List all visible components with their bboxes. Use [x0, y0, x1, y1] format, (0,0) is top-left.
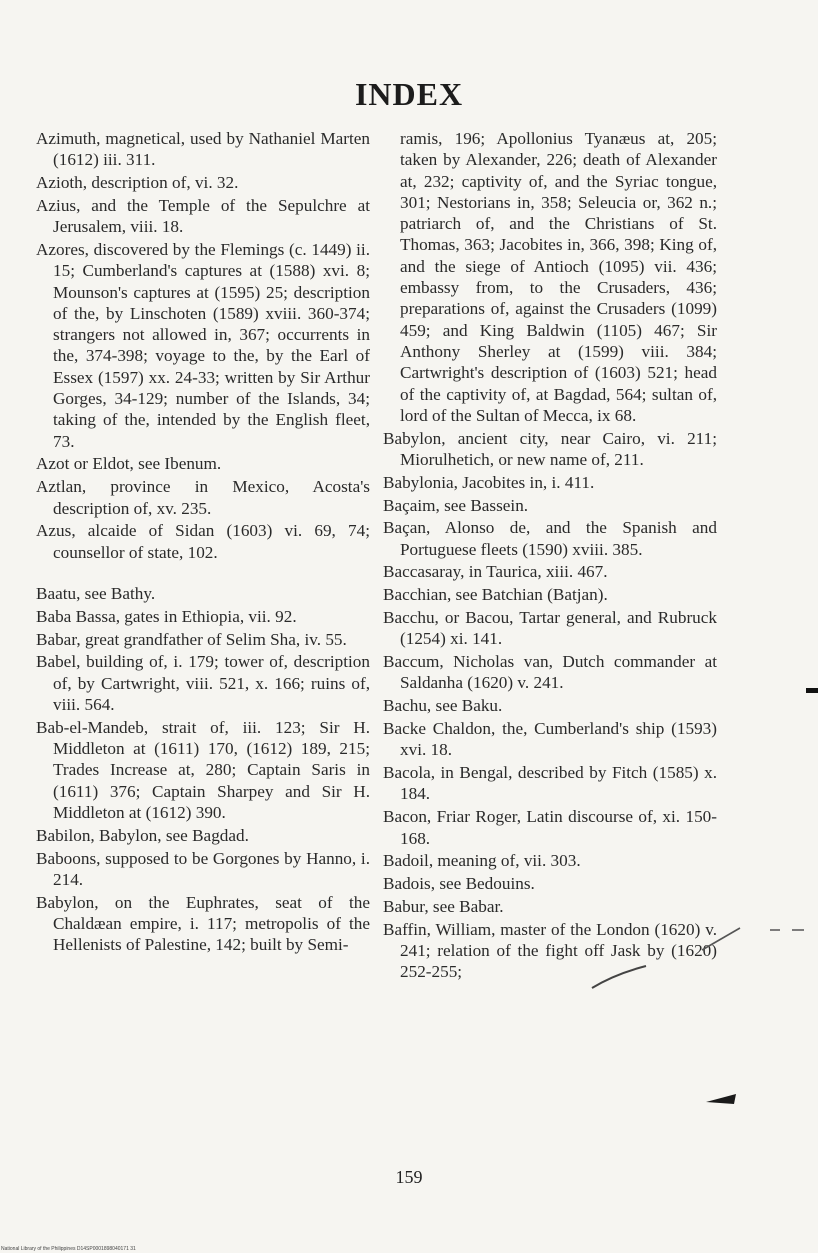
page-title: INDEX [354, 76, 464, 112]
index-entry: Babylonia, Jacobites in, i. 411. [383, 472, 595, 492]
index-entry: Backe Chaldon, the, Cumberland's ship (1593) xvi. 18. [383, 719, 717, 760]
edge-mark [806, 688, 818, 693]
index-entry: Azius, and the Temple of the Sepulchre at Jerusalem, viii. 18. [36, 195, 370, 237]
index-entry: Bacola, in Bengal, described by Fitch (1585) x. 184. [383, 763, 717, 804]
index-entry: Bab-el-Mandeb, strait of, iii. 123; Sir H. Middleton at (1611) 170, (1612) 189, 215; Trades Increase at, 280; Captain Saris in (1611) 376; Captain Sharpey and Sir H. Middleton at (1612) 390. [36, 717, 370, 822]
index-entry: Aztlan, province in Mexico, Acosta's description of, xv. 235. [36, 477, 370, 518]
index-column-left [36, 128, 370, 957]
index-entry: Badois, see Bedouins. [383, 874, 535, 894]
index-entry: Bacon, Friar Roger, Latin discourse of, xi. 150-168. [383, 807, 717, 848]
page-number: 159 [395, 1167, 423, 1187]
index-entry: Babar, great grandfather of Selim Sha, iv. 55. [36, 629, 347, 649]
index-entry: Bacchian, see Batchian (Batjan). [383, 585, 608, 605]
index-entry: Babylon, ancient city, near Cairo, vi. 211; Miorulhetich, or new name of, 211. [383, 428, 717, 469]
index-entry: Baboons, supposed to be Gorgones by Hanno, i. 214. [36, 848, 370, 889]
pencil-mark [590, 962, 650, 992]
index-entry: Baccasaray, in Taurica, xiii. 467. [383, 562, 608, 582]
index-entry: Baçaim, see Bassein. [383, 495, 529, 515]
index-entry: Azores, discovered by the Flemings (c. 1449) ii. 15; Cumberland's captures at (1588) xvi. 8; Mounson's captures at (1595) 25; description of the, by Linschoten (1589) xviii. 360-374; strangers not allowed in, 367; occurrents in the, 374-398; voyage to the, by the Earl of Essex (1597) xx. 24-33; written by Sir Arthur Gorges, 34-129; number of the Islands, 34; taking of the, intended by the English fleet, 73. [36, 239, 370, 451]
index-entry: Baatu, see Bathy. [36, 583, 156, 603]
pencil-mark [700, 920, 818, 960]
index-entry: Babylon, on the Euphrates, seat of the Chaldæan empire, i. 117; metropolis of the Hellenists of Palestine, 142; built by Semi- [36, 892, 370, 955]
index-entry: Baffin, William, master of the London (1620) v. 241; relation of the fight off Jask by (1620) 252-255; [383, 919, 717, 982]
index-entry: Baba Bassa, gates in Ethiopia, vii. 92. [36, 606, 297, 626]
index-entry: Baçan, Alonso de, and the Spanish and Portuguese fleets (1590) xviii. 385. [383, 518, 717, 559]
library-stamp: National Library of the Philippines D14SP0001898040171 31 [1, 1246, 136, 1252]
index-entry: Azus, alcaide of Sidan (1603) vi. 69, 74; counsellor of state, 102. [36, 521, 370, 562]
index-entry: Babel, building of, i. 179; tower of, description of, by Cartwright, viii. 521, x. 166; ruins of, viii. 564. [36, 652, 370, 714]
index-entry: ramis, 196; Apollonius Tyanæus at, 205; taken by Alexander, 226; death of Alexander at, 232; captivity of, and the Syriac tongue, 301; Nestorians in, 358; Seleucia or, 362 n.; patriarch of, and the Christians of St. Thomas, 363; Jacobites in, 366, 398; King of, and the siege of Antioch (1095) vii. 436; embassy from, to the Crusaders, 436; preparations of, against the Crusaders (1099) 459; and King Baldwin (1105) 467; Sir Anthony Sherley at (1599) viii. 384; Cartwright's description of (1603) 521; head of the captivity of, at Bagdad, 564; sultan of, lord of the Sultan of Mecca, ix 68. [400, 129, 717, 425]
index-column-right [383, 128, 717, 984]
index-entry: Babur, see Babar. [383, 896, 504, 916]
index-entry: Bacchu, or Bacou, Tartar general, and Rubruck (1254) xi. 141. [383, 608, 717, 649]
index-entry: Azioth, description of, vi. 32. [36, 173, 239, 193]
index-entry: Badoil, meaning of, vii. 303. [383, 851, 581, 871]
index-entry: Babilon, Babylon, see Bagdad. [36, 825, 249, 845]
index-entry: Azimuth, magnetical, used by Nathaniel Marten (1612) iii. 311. [36, 129, 370, 170]
ink-blot [706, 1092, 740, 1110]
index-entry: Baccum, Nicholas van, Dutch commander at Saldanha (1620) v. 241. [383, 652, 717, 693]
index-entry: Bachu, see Baku. [383, 696, 503, 716]
index-entry: Azot or Eldot, see Ibenum. [36, 454, 222, 474]
